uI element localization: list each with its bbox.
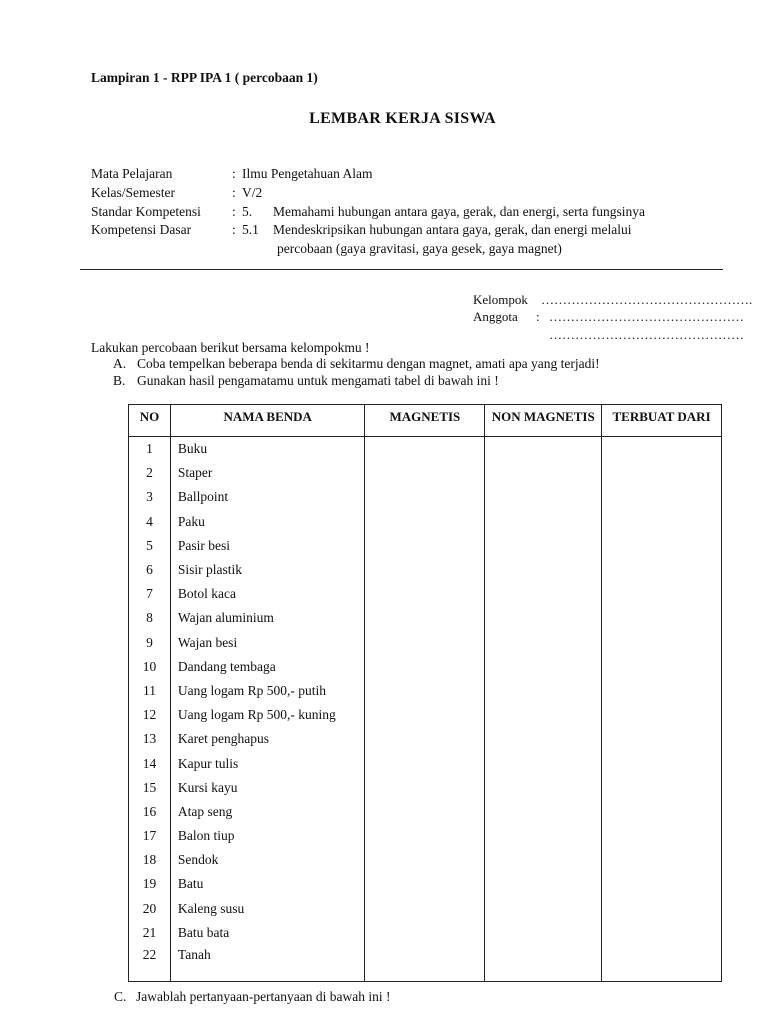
subject-colon: : <box>232 166 236 181</box>
magnetic-cell <box>365 824 485 848</box>
non-magnetic-cell <box>485 776 602 800</box>
table-row <box>129 824 722 848</box>
row-number: 11 <box>129 679 171 703</box>
row-number: 21 <box>129 921 171 945</box>
object-name: Kapur tulis <box>170 751 365 775</box>
kd-text-line2: percobaan (gaya gravitasi, gaya gesek, gaya magnet) <box>277 241 562 256</box>
table-row <box>129 582 722 606</box>
row-number: 18 <box>129 848 171 872</box>
instruction-a-text: Coba tempelkan beberapa benda di sekitarmu dengan magnet, amati apa yang terjadi! <box>137 356 600 371</box>
magnetic-cell <box>365 437 485 462</box>
object-name: Sisir plastik <box>170 558 365 582</box>
non-magnetic-cell <box>485 848 602 872</box>
non-magnetic-cell <box>485 558 602 582</box>
made-of-cell <box>602 776 722 800</box>
header-no: NO <box>129 405 171 437</box>
magnetic-cell <box>365 727 485 751</box>
magnetic-cell <box>365 921 485 945</box>
sk-label: Standar Kompetensi <box>91 204 201 219</box>
subject-label: Mata Pelajaran <box>91 166 173 181</box>
magnetic-cell <box>365 872 485 896</box>
object-name: Kaleng susu <box>170 897 365 921</box>
row-number: 12 <box>129 703 171 727</box>
object-name: Uang logam Rp 500,- kuning <box>170 703 365 727</box>
made-of-cell <box>602 921 722 945</box>
magnetic-cell <box>365 800 485 824</box>
header-object-name: NAMA BENDA <box>170 405 365 437</box>
non-magnetic-cell <box>485 703 602 727</box>
members-colon: : <box>536 309 540 324</box>
made-of-cell <box>602 800 722 824</box>
non-magnetic-cell <box>485 582 602 606</box>
non-magnetic-cell <box>485 655 602 679</box>
object-name: Batu bata <box>170 921 365 945</box>
row-number: 16 <box>129 800 171 824</box>
row-number: 19 <box>129 872 171 896</box>
non-magnetic-cell <box>485 800 602 824</box>
table-row <box>129 751 722 775</box>
table-row <box>129 510 722 534</box>
table-row <box>129 655 722 679</box>
made-of-cell <box>602 461 722 485</box>
row-number: 15 <box>129 776 171 800</box>
object-name: Wajan besi <box>170 631 365 655</box>
object-name: Ballpoint <box>170 485 365 509</box>
magnetic-cell <box>365 558 485 582</box>
non-magnetic-cell <box>485 606 602 630</box>
row-number: 5 <box>129 534 171 558</box>
non-magnetic-cell <box>485 534 602 558</box>
magnetic-cell <box>365 510 485 534</box>
sk-number: 5. <box>242 204 253 219</box>
sk-colon: : <box>232 204 236 219</box>
instruction-a-marker: A. <box>113 356 127 371</box>
object-name: Wajan aluminium <box>170 606 365 630</box>
magnetic-cell <box>365 776 485 800</box>
table-row <box>129 461 722 485</box>
object-name: Dandang tembaga <box>170 655 365 679</box>
non-magnetic-cell <box>485 679 602 703</box>
page-title: LEMBAR KERJA SISWA <box>309 110 496 127</box>
non-magnetic-cell <box>485 824 602 848</box>
non-magnetic-cell <box>485 945 602 982</box>
made-of-cell <box>602 534 722 558</box>
kd-number: 5.1 <box>242 222 259 237</box>
members-dots-2: ……………………………………… <box>549 327 744 342</box>
made-of-cell <box>602 510 722 534</box>
made-of-cell <box>602 897 722 921</box>
made-of-cell <box>602 655 722 679</box>
object-name: Batu <box>170 872 365 896</box>
table-header-row <box>129 405 722 437</box>
made-of-cell <box>602 848 722 872</box>
non-magnetic-cell <box>485 751 602 775</box>
table-row <box>129 485 722 509</box>
non-magnetic-cell <box>485 461 602 485</box>
sk-text: Memahami hubungan antara gaya, gerak, dan energi, serta fungsinya <box>273 204 645 219</box>
row-number: 9 <box>129 631 171 655</box>
appendix-label: Lampiran 1 - RPP IPA 1 ( percobaan 1) <box>91 70 318 85</box>
object-name: Pasir besi <box>170 534 365 558</box>
kd-colon: : <box>232 222 236 237</box>
row-number: 13 <box>129 727 171 751</box>
non-magnetic-cell <box>485 631 602 655</box>
non-magnetic-cell <box>485 437 602 462</box>
class-value: V/2 <box>242 185 263 200</box>
object-name: Buku <box>170 437 365 462</box>
observation-table <box>128 404 722 982</box>
class-colon: : <box>232 185 236 200</box>
kd-text-line1: Mendeskripsikan hubungan antara gaya, gerak, dan energi melalui <box>273 222 632 237</box>
table-row <box>129 631 722 655</box>
non-magnetic-cell <box>485 510 602 534</box>
table-row <box>129 534 722 558</box>
members-dots: ……………………………………… <box>549 309 744 324</box>
magnetic-cell <box>365 485 485 509</box>
row-number: 2 <box>129 461 171 485</box>
table-row <box>129 897 722 921</box>
header-non-magnetic: NON MAGNETIS <box>485 405 602 437</box>
group-label: Kelompok <box>473 292 528 307</box>
row-number: 3 <box>129 485 171 509</box>
table-row <box>129 848 722 872</box>
header-divider <box>80 269 723 270</box>
group-dots: …………………………………………. <box>541 292 753 307</box>
made-of-cell <box>602 703 722 727</box>
table-row <box>129 703 722 727</box>
table-row <box>129 606 722 630</box>
instruction-b-text: Gunakan hasil pengamatamu untuk mengamati tabel di bawah ini ! <box>137 373 499 388</box>
made-of-cell <box>602 558 722 582</box>
subject-value: Ilmu Pengetahuan Alam <box>242 166 373 181</box>
made-of-cell <box>602 679 722 703</box>
row-number: 14 <box>129 751 171 775</box>
row-number: 20 <box>129 897 171 921</box>
made-of-cell <box>602 872 722 896</box>
table-row <box>129 945 722 982</box>
section-c-marker: C. <box>114 989 127 1004</box>
object-name: Balon tiup <box>170 824 365 848</box>
object-name: Staper <box>170 461 365 485</box>
class-label: Kelas/Semester <box>91 185 175 200</box>
header-made-of: TERBUAT DARI <box>602 405 722 437</box>
object-name: Kursi kayu <box>170 776 365 800</box>
made-of-cell <box>602 606 722 630</box>
object-name: Atap seng <box>170 800 365 824</box>
magnetic-cell <box>365 751 485 775</box>
instruction-b-marker: B. <box>113 373 126 388</box>
non-magnetic-cell <box>485 897 602 921</box>
non-magnetic-cell <box>485 921 602 945</box>
kd-label: Kompetensi Dasar <box>91 222 192 237</box>
made-of-cell <box>602 485 722 509</box>
object-name: Botol kaca <box>170 582 365 606</box>
header-magnetic: MAGNETIS <box>365 405 485 437</box>
row-number: 17 <box>129 824 171 848</box>
row-number: 10 <box>129 655 171 679</box>
made-of-cell <box>602 582 722 606</box>
object-name: Paku <box>170 510 365 534</box>
magnetic-cell <box>365 606 485 630</box>
made-of-cell <box>602 945 722 982</box>
made-of-cell <box>602 727 722 751</box>
table-row <box>129 727 722 751</box>
magnetic-cell <box>365 897 485 921</box>
table-row <box>129 776 722 800</box>
object-name: Sendok <box>170 848 365 872</box>
object-name: Tanah <box>170 945 365 982</box>
non-magnetic-cell <box>485 872 602 896</box>
instruction-intro: Lakukan percobaan berikut bersama kelompokmu ! <box>91 340 370 355</box>
row-number: 1 <box>129 437 171 462</box>
object-name: Uang logam Rp 500,- putih <box>170 679 365 703</box>
object-name: Karet penghapus <box>170 727 365 751</box>
made-of-cell <box>602 751 722 775</box>
magnetic-cell <box>365 679 485 703</box>
row-number: 4 <box>129 510 171 534</box>
magnetic-cell <box>365 848 485 872</box>
magnetic-cell <box>365 631 485 655</box>
magnetic-cell <box>365 945 485 982</box>
made-of-cell <box>602 631 722 655</box>
table-row <box>129 921 722 945</box>
row-number: 22 <box>129 945 171 982</box>
row-number: 7 <box>129 582 171 606</box>
row-number: 8 <box>129 606 171 630</box>
non-magnetic-cell <box>485 727 602 751</box>
members-label: Anggota <box>473 309 518 324</box>
table-row <box>129 872 722 896</box>
non-magnetic-cell <box>485 485 602 509</box>
table-row <box>129 679 722 703</box>
section-c-text: Jawablah pertanyaan-pertanyaan di bawah ini ! <box>136 989 391 1004</box>
table-row <box>129 800 722 824</box>
row-number: 6 <box>129 558 171 582</box>
magnetic-cell <box>365 461 485 485</box>
made-of-cell <box>602 437 722 462</box>
made-of-cell <box>602 824 722 848</box>
magnetic-cell <box>365 534 485 558</box>
table-row <box>129 437 722 462</box>
magnetic-cell <box>365 655 485 679</box>
magnetic-cell <box>365 582 485 606</box>
magnetic-cell <box>365 703 485 727</box>
table-row <box>129 558 722 582</box>
